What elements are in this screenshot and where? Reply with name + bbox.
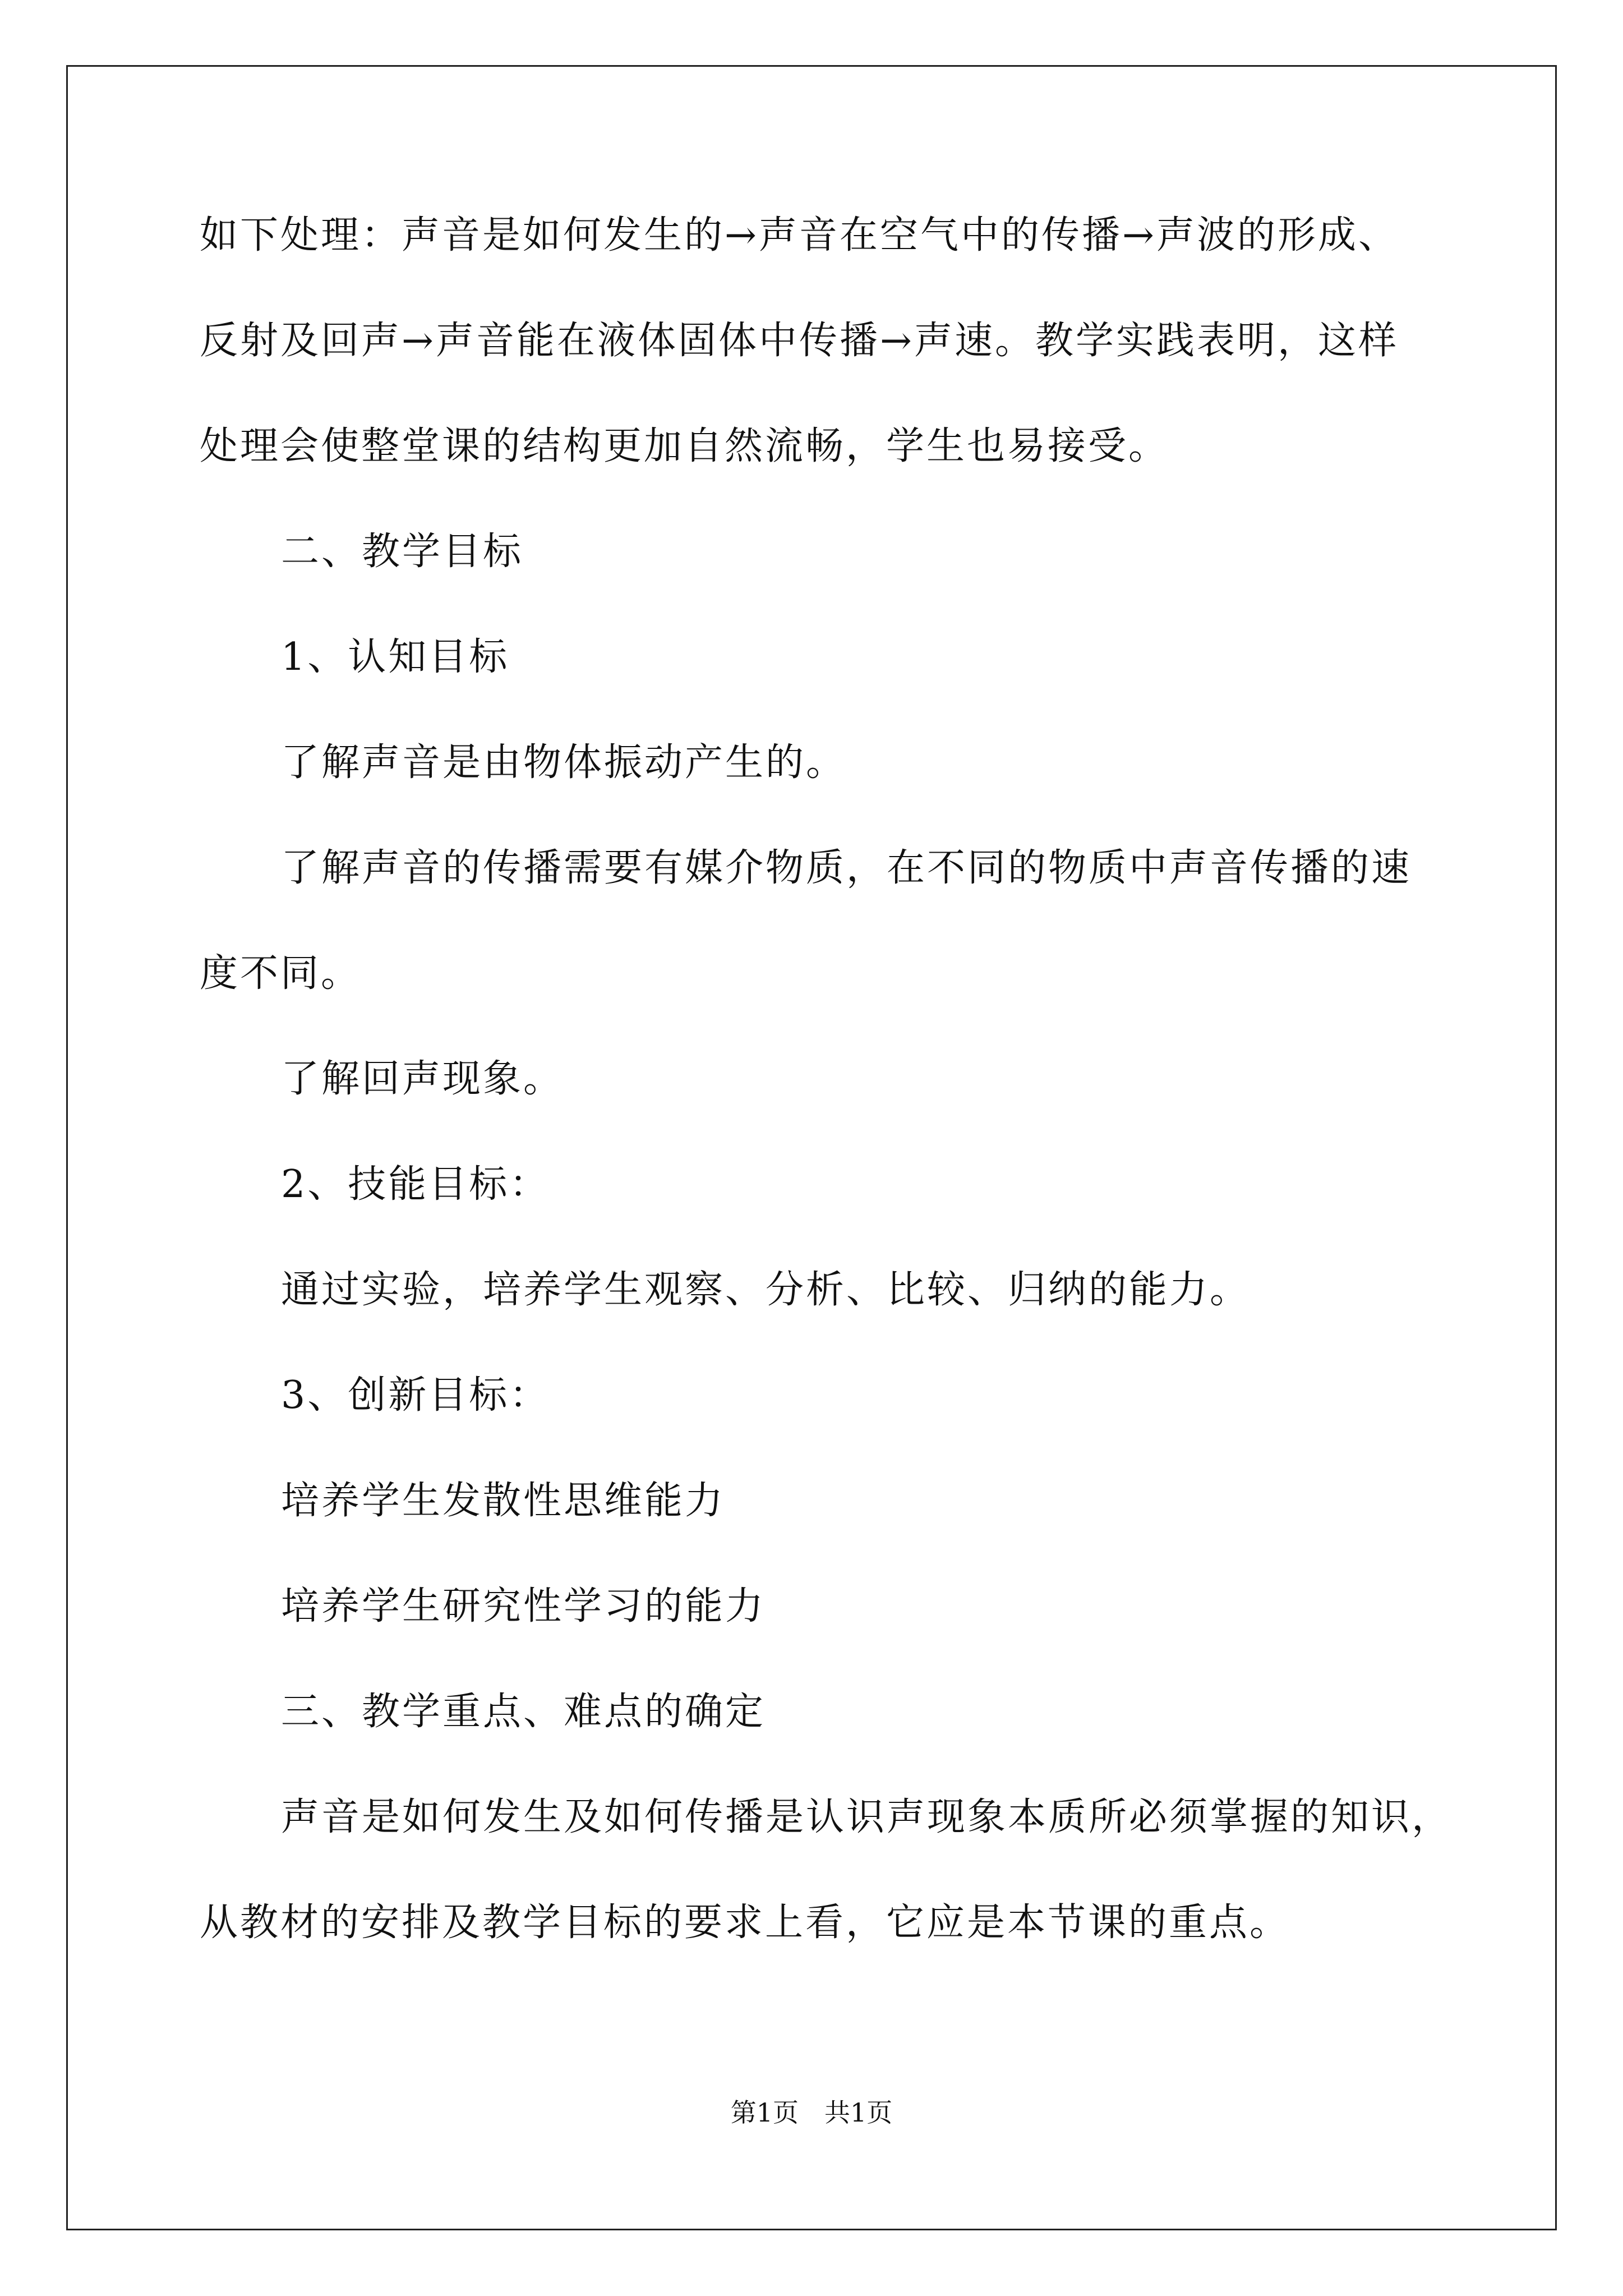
text-line: 培养学生发散性思维能力 <box>281 1479 726 1523</box>
section-heading: 二、教学目标 <box>281 530 524 574</box>
subsection-heading: 1、认知目标 <box>281 635 510 679</box>
text-line: 处理会使整堂课的结构更加自然流畅，学生也易接受。 <box>200 424 1169 468</box>
section-heading: 三、教学重点、难点的确定 <box>281 1690 766 1734</box>
text-line: 了解声音是由物体振动产生的。 <box>281 740 847 785</box>
text-line: 了解回声现象。 <box>281 1057 564 1101</box>
text-line: 通过实验，培养学生观察、分析、比较、归纳的能力。 <box>281 1268 1251 1312</box>
text-line: 从教材的安排及教学目标的要求上看，它应是本节课的重点。 <box>200 1901 1290 1945</box>
text-line: 声音是如何发生及如何传播是认识声现象本质所必须掌握的知识， <box>281 1795 1453 1839</box>
text-line: 如下处理：声音是如何发生的→声音在空气中的传播→声波的形成、 <box>200 213 1399 257</box>
text-line: 培养学生研究性学习的能力 <box>281 1584 766 1628</box>
subsection-heading: 2、技能目标： <box>281 1162 550 1207</box>
text-line: 了解声音的传播需要有媒介物质，在不同的物质中声音传播的速 <box>281 846 1412 890</box>
text-line: 度不同。 <box>200 951 362 996</box>
text-line: 反射及回声→声音能在液体固体中传播→声速。教学实践表明，这样 <box>200 319 1399 363</box>
page-footer: 第1页 共1页 <box>730 2097 893 2128</box>
subsection-heading: 3、创新目标： <box>281 1373 550 1418</box>
